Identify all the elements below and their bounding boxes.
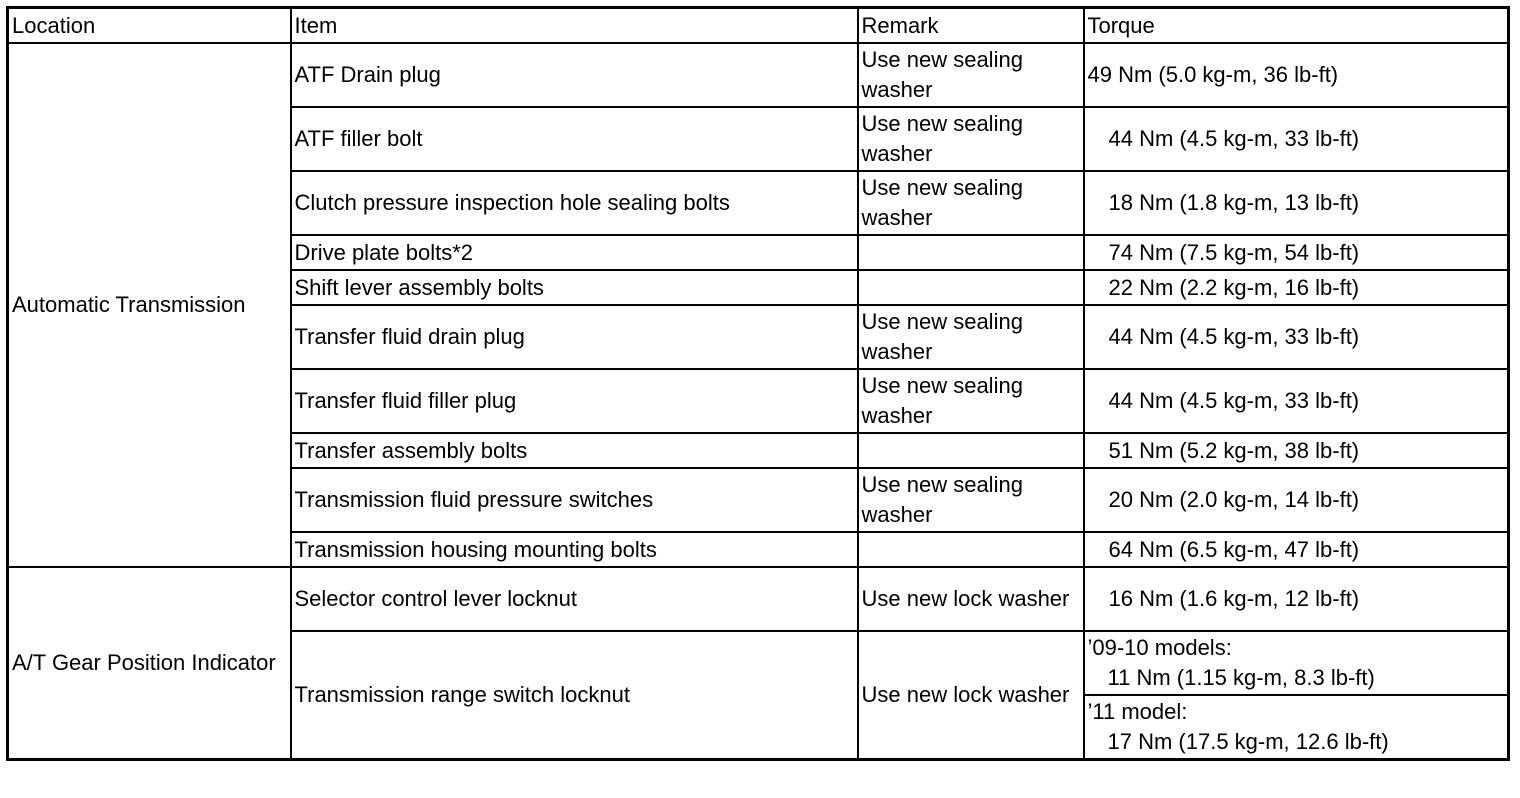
- remark-cell: Use new sealing washer: [858, 107, 1084, 171]
- item-cell: Transfer fluid filler plug: [291, 369, 858, 433]
- item-cell: Transmission housing mounting bolts: [291, 532, 858, 567]
- item-cell: Shift lever assembly bolts: [291, 270, 858, 305]
- item-cell: ATF filler bolt: [291, 107, 858, 171]
- torque-cell: 44 Nm (4.5 kg-m, 33 lb-ft): [1084, 305, 1509, 369]
- location-cell: Automatic Transmission: [8, 43, 291, 567]
- item-cell: Transmission range switch locknut: [291, 631, 858, 759]
- header-location: Location: [8, 8, 291, 44]
- torque-cell: 22 Nm (2.2 kg-m, 16 lb-ft): [1084, 270, 1509, 305]
- remark-cell: [858, 433, 1084, 468]
- remark-cell: Use new sealing washer: [858, 171, 1084, 235]
- torque-cell: 64 Nm (6.5 kg-m, 47 lb-ft): [1084, 532, 1509, 567]
- header-torque: Torque: [1084, 8, 1509, 44]
- torque-cell: 49 Nm (5.0 kg-m, 36 lb-ft): [1084, 43, 1509, 107]
- torque-variant-cell: [1084, 695, 1509, 759]
- torque-cell: 16 Nm (1.6 kg-m, 12 lb-ft): [1084, 567, 1509, 631]
- torque-cell: 20 Nm (2.0 kg-m, 14 lb-ft): [1084, 468, 1509, 532]
- remark-cell: Use new sealing washer: [858, 369, 1084, 433]
- torque-cell: 51 Nm (5.2 kg-m, 38 lb-ft): [1084, 433, 1509, 468]
- remark-cell: Use new sealing washer: [858, 468, 1084, 532]
- remark-cell: [858, 532, 1084, 567]
- remark-cell: [858, 270, 1084, 305]
- torque-variant-cell: [1084, 631, 1509, 695]
- item-cell: ATF Drain plug: [291, 43, 858, 107]
- torque-cell: 18 Nm (1.8 kg-m, 13 lb-ft): [1084, 171, 1509, 235]
- torque-variant-models: ’09-10 models:: [1087, 635, 1232, 660]
- remark-cell: Use new lock washer: [858, 631, 1084, 759]
- table-row: [8, 567, 1509, 631]
- torque-cell: 74 Nm (7.5 kg-m, 54 lb-ft): [1084, 235, 1509, 270]
- torque-cell: 44 Nm (4.5 kg-m, 33 lb-ft): [1084, 369, 1509, 433]
- header-item: Item: [291, 8, 858, 44]
- header-row: [8, 8, 1509, 44]
- item-cell: Transfer assembly bolts: [291, 433, 858, 468]
- torque-variant-value: 11 Nm (1.15 kg-m, 8.3 lb-ft): [1107, 665, 1375, 690]
- torque-variant-models: ’11 model:: [1087, 698, 1188, 724]
- torque-cell: 44 Nm (4.5 kg-m, 33 lb-ft): [1084, 107, 1509, 171]
- torque-variant-value: 17 Nm (17.5 kg-m, 12.6 lb-ft): [1107, 728, 1389, 754]
- remark-cell: Use new sealing washer: [858, 305, 1084, 369]
- remark-cell: Use new lock washer: [858, 567, 1084, 631]
- item-cell: Selector control lever locknut: [291, 567, 858, 631]
- item-cell: Transmission fluid pressure switches: [291, 468, 858, 532]
- remark-cell: [858, 235, 1084, 270]
- location-cell: A/T Gear Position Indicator: [8, 567, 291, 759]
- table-row: [8, 43, 1509, 107]
- item-cell: Drive plate bolts*2: [291, 235, 858, 270]
- remark-cell: Use new sealing washer: [858, 43, 1084, 107]
- header-remark: Remark: [858, 8, 1084, 44]
- torque-spec-table: [6, 6, 1510, 761]
- item-cell: Clutch pressure inspection hole sealing bolts: [291, 171, 858, 235]
- item-cell: Transfer fluid drain plug: [291, 305, 858, 369]
